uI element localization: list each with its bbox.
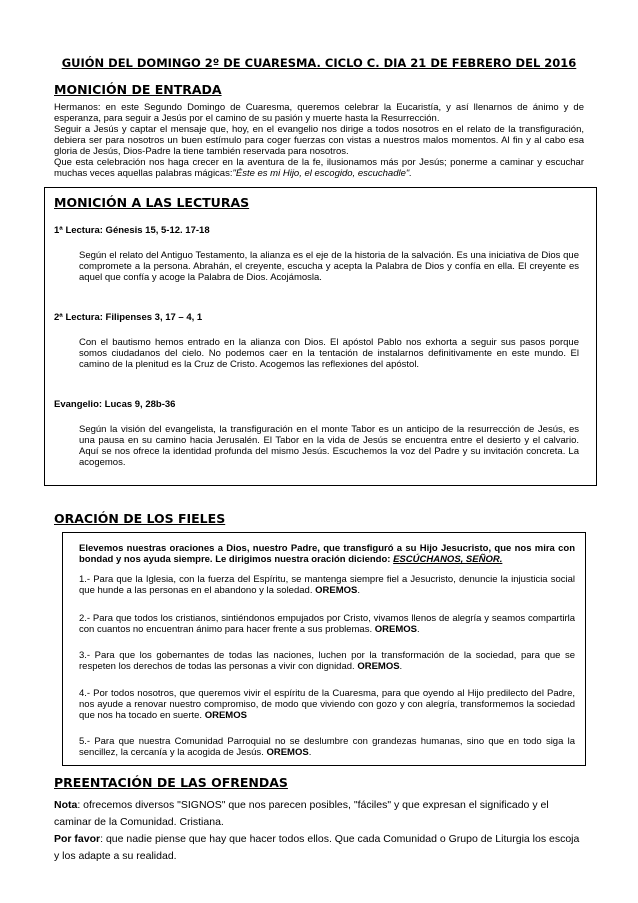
- entrada-paragraph-1: Hermanos: en este Segundo Domingo de Cuaresma, queremos celebrar la Eucaristía, y así llenarnos de ánimo y de esperanza, para seguir a Jesús por el camino de su pasión y muerte hasta la Resurrección.: [54, 102, 584, 124]
- entrada-quote: "Éste es mi Hijo, el escogido, escuchadle".: [232, 168, 412, 179]
- petition-3-suffix: .: [399, 661, 403, 672]
- monicion-entrada-text: [54, 102, 584, 179]
- page-title: GUIÓN DEL DOMINGO 2º DE CUARESMA. CICLO C. DIA 21 DE FEBRERO DEL 2016: [61, 56, 577, 70]
- petition-3-oremos: OREMOS: [357, 661, 400, 672]
- petition-2: [79, 613, 575, 635]
- petition-2-suffix: .: [416, 624, 420, 635]
- oracion-intro-text: Elevemos nuestras oraciones a Dios, nuestro Padre, que transfiguró a su Hijo Jesucristo, que nos mira con bondad y nos ayuda siempre. Le dirigimos nuestra oración diciendo:: [79, 543, 575, 565]
- nota-text: : ofrecemos diversos "SIGNOS" que nos parecen posibles, "fáciles" y que expresan el significado y el caminar de la Comunidad. Cristiana.: [54, 799, 549, 828]
- lectura2-text: Con el bautismo hemos entrado en la alianza con Dios. El apóstol Pablo nos exhorta a seguir sus pasos porque somos ciudadanos del cielo. No podemos caer en la tentación de instalarnos definitivamente en este mundo. El camino de la plenitud es la Cruz de Cristo. Acogemos las reflexiones del apóstol.: [79, 337, 579, 370]
- heading-oracion-fieles: ORACIÓN DE LOS FIELES: [54, 511, 226, 526]
- petition-4-oremos: OREMOS: [204, 710, 247, 721]
- heading-ofrendas: PREENTACIÓN DE LAS OFRENDAS: [54, 775, 288, 790]
- favor-label: Por favor: [54, 833, 101, 845]
- petition-1-oremos: OREMOS: [315, 585, 358, 596]
- heading-monicion-entrada: MONICIÓN DE ENTRADA: [54, 82, 222, 97]
- petition-1-text: 1.- Para que la Iglesia, con la fuerza del Espíritu, se mantenga siempre fiel a Jesucristo, denuncie la injusticia social que hunde a las personas en el abandono y la soledad.: [79, 574, 575, 596]
- petition-2-text: 2.- Para que todos los cristianos, sintiéndonos empujados por Cristo, vivamos llenos de alegría y seamos compartirla con cuantos no encuentran ánimo para hacer frente a sus problemas.: [79, 613, 575, 635]
- entrada-paragraph-2: Seguir a Jesús y captar el mensaje que, hoy, en el evangelio nos dirige a todos nosotros en el relato de la transfiguración, debiera ser para nosotros un buen estímulo para coger fuerzas con vistas a nuestros malos momentos. Al fin y al cabo esa gloria de Jesús, Dios-Padre la tiene también reservada para nosotros.: [54, 124, 584, 157]
- petition-5-suffix: .: [308, 747, 312, 758]
- ofrendas-text: [54, 797, 584, 865]
- petition-2-oremos: OREMOS: [374, 624, 417, 635]
- petition-4: [79, 688, 575, 721]
- ofrendas-favor: [54, 831, 584, 865]
- petition-5: [79, 736, 575, 758]
- petition-5-text: 5.- Para que nuestra Comunidad Parroquial no se deslumbre con grandezas humanas, sino que en todo siga la sencillez, la cercanía y la acogida de Jesús.: [79, 736, 575, 758]
- favor-text: : que nadie piense que hay que hacer todos ellos. Que cada Comunidad o Grupo de Liturgia los escoja y los adapte a su realidad.: [54, 833, 580, 862]
- oracion-response: ESCÚCHANOS, SEÑOR.: [393, 554, 503, 565]
- petition-3-text: 3.- Para que los gobernantes de todas las naciones, luchen por la transformación de la sociedad, para que se respeten los derechos de todas las personas a vivir con dignidad.: [79, 650, 575, 672]
- lectura1-title: 1ª Lectura: Génesis 15, 5-12. 17-18: [54, 225, 210, 236]
- ofrendas-nota: [54, 797, 584, 831]
- lectura1-text: Según el relato del Antiguo Testamento, la alianza es el eje de la historia de la salvación. Es una iniciativa de Dios que compromete a la persona. Abrahán, el creyente, escucha y acepta la Palabra de Dios y confía en ella. El creyente es aquel que confía y acoge la Palabra de Dios. Acojámosla.: [79, 250, 579, 283]
- petition-3: [79, 650, 575, 672]
- evangelio-title: Evangelio: Lucas 9, 28b-36: [54, 399, 176, 410]
- lectura2-title: 2ª Lectura: Filipenses 3, 17 – 4, 1: [54, 312, 203, 323]
- petition-5-oremos: OREMOS: [266, 747, 309, 758]
- oracion-box: [62, 532, 586, 766]
- heading-monicion-lecturas: MONICIÓN A LAS LECTURAS: [54, 195, 250, 210]
- oracion-intro: [79, 543, 575, 565]
- entrada-paragraph-3-text: Que esta celebración nos haga crecer en la aventura de la fe, ilusionamos más por Jesús; ponerme a caminar y escuchar muchas veces aquellas palabras mágicas:: [54, 157, 584, 179]
- petition-1: [79, 574, 575, 596]
- petition-4-text: 4.- Por todos nosotros, que queremos vivir el espíritu de la Cuaresma, para que oyendo al Hijo predilecto del Padre, nos ayude a renovar nuestro compromiso, de modo que viviendo con gozo y con alegría, transformemos la sociedad que nos ha tocado en suerte.: [79, 688, 575, 721]
- evangelio-text: Según la visión del evangelista, la transfiguración en el monte Tabor es un anticipo de la resurrección de Jesús, es una pausa en su camino hacia Jerusalén. El Tabor en la vida de Jesús se encuentra entre el desierto y el calvario. Aquí se nos ofrece la identidad profunda del mismo Jesús. Escuchemos la voz del Padre y su invitación concreta. La acogemos.: [79, 424, 579, 468]
- petition-1-suffix: .: [357, 585, 360, 596]
- lecturas-box: [44, 187, 597, 486]
- entrada-paragraph-3: [54, 157, 584, 179]
- nota-label: Nota: [54, 799, 78, 811]
